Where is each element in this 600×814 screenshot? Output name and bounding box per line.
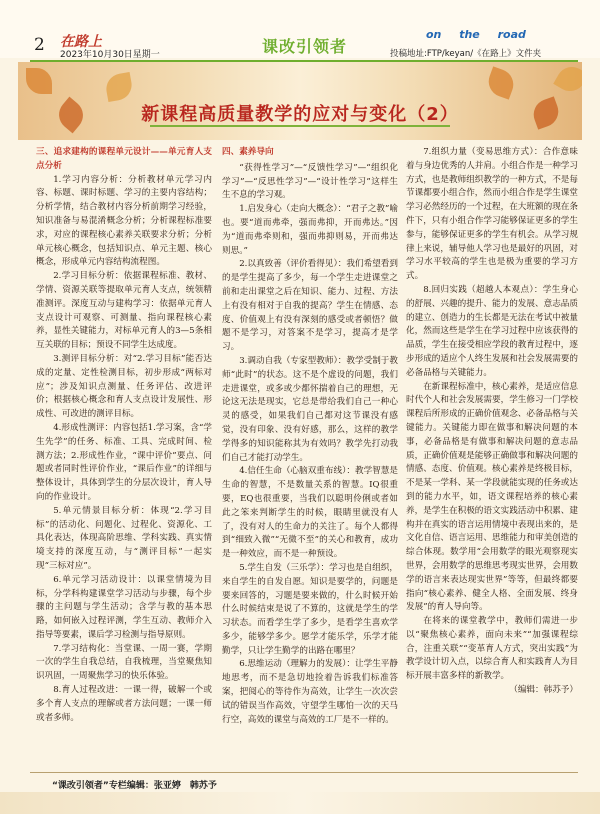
paragraph: 在将来的课堂教学中，教师们需进一步以“聚焦核心素养，面向未来”“加强课程综合，注重关联”“变革育人方式，突出实践”为教学设计切入点，以综合育人和实践育人为目标开展丰富多样的新教学。 (406, 616, 578, 682)
paragraph: 7.学习结构化：当堂课、一周一赛，学期一次的学生自我总结，自我梳理，当堂聚焦知识巩固，一周聚焦学习的快乐体验。 (36, 643, 212, 682)
bottom-decoration (0, 792, 600, 814)
footer-divider (30, 772, 578, 773)
paper-name: 在路上 (60, 34, 102, 50)
paragraph: 1.启发身心（走向大概念）：“君子之教”喻也。要“道而弗牵，强而弗抑，开而弗达。”因为“道而弗牵则和，强而弗抑则易，开而弗达则思。” (222, 204, 398, 256)
column-name: 课改引领者 (262, 37, 348, 56)
paragraph: 8.回归实践（超越人本观点）：学生身心的舒展、兴趣的提升、能力的发展、意志品质的建立、创造力的生长都是无法在考试中被量化，然而这些是学生在学习过程中应该获得的品质，学生在接受相应学段的教育过程中，逐步形成的适应个人终生发展和社会发展需要的必备品格与关键能力。 (406, 284, 578, 378)
leaf-icon (484, 66, 517, 99)
paragraph: 2.以真致善（评价看得见）：我们希望看到的是学生提高了多少，每一个学生走进课堂之前和走出课堂之后在知识、能力、过程、方法上有没有相对于自我的提高？学生在情感、态度、价值观上有没有深刻的感受或者顿悟？做题不是学习，对答案不是学习，提高才是学习。 (222, 259, 398, 353)
paragraph: 4.信任生命（心脑双重布线）：教学智慧是生命的智慧，不是数量关系的智慧。IQ很重要，EQ也很重要，当我们以聪明伶俐或者如此之笨来判断学生的时候，眼睛里就没有人了，没有对人的生命力的关注了。每个人都得到“细致入微”“无微不至”的关心和教育，成功是一种效应，而不是一种预设。 (222, 466, 398, 560)
paragraph: 4.形成性测评：内容包括1.学习案，含“学生先学”的任务、标准、工具、完成时间、检测方法；2.形成性作业，“课中评价”要点、问题或者同时性评价作业，“课后作业”的详细与整体设计，具体到学生的分层次设计，育人导向的作业设计。 (36, 422, 212, 502)
paragraph: 5.学生自发（三乐学）：学习也是自组织，来自学生的自发自愿。知识是要学的，问题是要来回答的，习题是要来做的，什么时候开始什么时候结束是说了不算的，这就是学生的学习状态。而看学生学了多少，是看学生喜欢学多少，能够学多少。愿学才能乐学，乐学才能勤学，只让学生勤学的出路在哪里？ (222, 562, 398, 656)
paragraph: 6.单元学习活动设计：以课堂情境为目标，分学科构建课堂学习活动与步骤，每个步骤的主问题与学生活动；含学与教的基本思路，如何嵌入过程评测，学生互动、教师介入指导等要素，课后学习检测与指导原则。 (36, 574, 212, 640)
paragraph: 在新课程标准中，核心素养，是适应信息时代个人和社会发展需要，学生修习一门学校课程后所形成的正确价值观念、必备品格与关键能力。关键能力即在做事和解决问题的本事，必备品格是有做事和解决问题的意志品质，正确价值观是能够正确做事和解决问题的情感、态度、价值观。核心素养是终极目标，不是某一学科、某一学段就能实现的任务或达到的能力水平，如，语文课程培养的核心素养，是学生在积极的语文实践活动中积累、建构并在真实的语言运用情境中表现出来的，是文化自信、语言运用、思维能力和审美创造的综合体现。数学用“会用数学的眼光观察现实世界，会用数学的思维思考现实世界，会用数学的语言来表达现实世界”等等，但最终都要指向“核心素养、健全人格、全面发展、终身发展”的育人导向等。 (406, 381, 578, 613)
section-heading: 四、素养导向 (222, 147, 274, 157)
leaf-icon (26, 68, 52, 94)
column-2 (222, 146, 398, 727)
logo-english: on the road (426, 28, 526, 41)
title-underline (150, 125, 450, 127)
paragraph: 1.学习内容分析：分析教材单元学习内容、标题、课时标题、学习的主要内容结构；分析学情，结合教材内容分析前期学习经验，知识准备与易混淆概念分析；分析课程标准要求，对应的课程核心素养关联要求分析；分析单元核心概念，包括知识点、单元主题、核心概念，形成单元内容结构流程图。 (36, 174, 212, 268)
paragraph: 6.思维运动（理解力的发展）：让学生平静地思考，而不是急切地捡着告诉我们标准答案，把阅心的等待作为高效，让学生一次次尝试的错误当作高效，守望学生哪怕一次的天马行空，高效的课堂与高效的工厂是不一样的。 (222, 659, 398, 725)
column-1 (36, 146, 212, 725)
paragraph: 3.测评目标分析：对“2.学习目标”能否达成的定量、定性检测目标，初步形成“两标对应”；涉及知识点测量、任务评估、改进评价；根据核心概念和育人支点设计发展性、形成性、可改进的测评目标。 (36, 353, 212, 420)
issue-date: 2023年10月30日星期一 (60, 50, 160, 60)
paragraph: 5.单元情景目标分析：体现“2.学习目标”的活动化、问题化、过程化、资源化、工具化表达，体现高阶思维、学科实践、真实情境支持的深度互动，与“测评目标”一起实现“三标对应”。 (36, 505, 212, 571)
paragraph: 8.育人过程改进：一课一得，破解一个或多个育人支点的理解或者方法问题；一课一师或者多师。 (36, 685, 212, 723)
leaf-icon (553, 62, 582, 97)
page-header (0, 0, 600, 58)
paragraph: 7.组织力量（变易思维方式）：合作意味着与身边优秀的人并肩。小组合作是一种学习方式，也是教师组织教学的一种方式，不是每节课都要小组合作，然而小组合作是学生课堂学习必然经历的一个过程，在大班额的现在条件下，只有小组合作学习能够保证更多的学生参与，能够保证更多的学生有机会。从学习规律上来说，辅导他人学习也是最好的巩固，对学习水平较高的学生也是极为重要的学习方式。 (406, 147, 578, 282)
paragraph: 3.调动自我（专家型教师）：教学受制于教师“此时”的状态。这不是个虚设的问题，我们走进课堂，或多或少都怀揣着自己的理想，无论这无法是现实，它总是带给我们自己一种心灵的感受，如果我们自己都对这节课没有感觉，没有印象、没有好感，那么，这样的教学学得多的知识能称其为有效吗？教学先打动我们自己才能打动学生。 (222, 355, 398, 463)
submit-address: 投稿地址:FTP/keyan/《在路上》文件夹 (390, 49, 542, 59)
section-heading: 三、追求建构的课程单元设计——单元育人支点分析 (36, 147, 212, 171)
paragraph: 2.学习目标分析：依据课程标准、教材、学情、资源关联等提取单元育人支点，统领精准测评。深度互动与建构学习：依据单元育人支点设计可观察、可测量、指向课程核心素养，显性关键能力，对标单元育人的3—5条相互关联的目标；预设不同学生达成度。 (36, 271, 212, 351)
paragraph: “获得性学习”—“反馈性学习”—“组织化学习”—“反思性学习”—“设计性学习”这样生生不息的学习观。 (222, 162, 398, 201)
article-title: 新课程高质量教学的应对与变化（2） (141, 104, 459, 125)
column-3 (406, 146, 578, 698)
footer-credits: “课改引领者”专栏编辑：张亚婷 韩苏予 (52, 781, 217, 791)
leaf-icon (104, 72, 134, 102)
page-number: 2 (34, 35, 45, 55)
editor-note: （编辑：韩苏予） (509, 685, 578, 696)
